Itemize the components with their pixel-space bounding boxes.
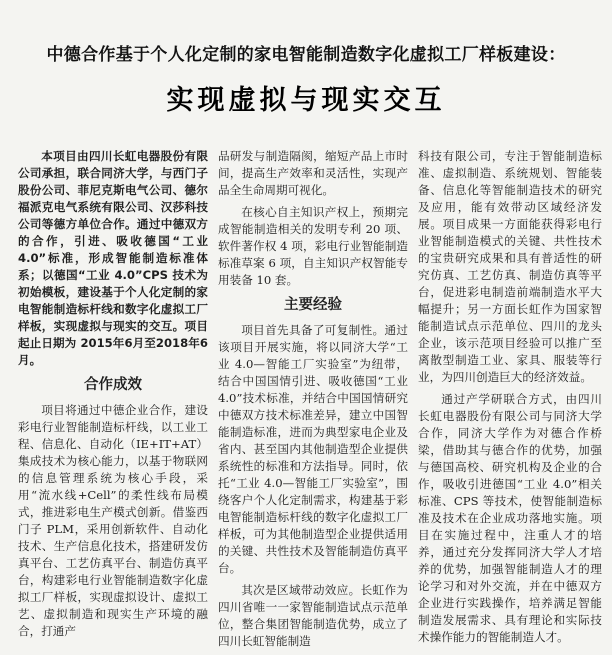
body-paragraph: 其次是区域带动效应。长虹作为四川省唯一一家智能制造试点示范单位，整合集团智能制造优势，成立了四川长虹智能制造 (218, 583, 408, 648)
body-paragraph: 项目将通过中德企业合作，建设彩电行业智能制造标杆线，以工业工程、信息化、自动化（IE+IT+AT）集成技术为核心能力，以基于物联网的信息管理系统为核心手段，采用“流水线+Cell”的柔性线布局模式，推进彩电生产模式创新。借鉴西门子 PLM，采用创新软件、自动化技术、生产信息化技术，搭建研发仿真平台、工艺仿真平台、制造仿真平台，构建彩电行业智能制造数字化虚拟工厂样板，实现虚拟设计、虚拟工艺、虚拟制造和现实生产环境的融合，打通产 (18, 403, 208, 638)
body-paragraph: 在核心自主知识产权上，预期完成智能制造相关的发明专利 20 项、软件著作权 4 项，彩电行业智能制造标准草案 6 项，自主知识产权智能专用装备 10 套。 (218, 205, 408, 287)
column-2 (218, 148, 408, 655)
headline: 中德合作基于个人化定制的家电智能制造数字化虚拟工厂样板建设： (46, 45, 566, 65)
section-heading-cooperation-results: 合作成效 (84, 377, 142, 393)
column-1 (18, 148, 208, 645)
body-paragraph: 通过产学研联合方式，由四川长虹电器股份有限公司与同济大学合作，同济大学作为对德合作桥梁，借助其与德合作的优势，加强与德国高校、研究机构及企业的合作，吸收引进德国“工业 4.0”相关标准、CPS 等技术，使智能制造标准及技术在企业成功落地实施。项目在实施过程中，注重人才的培养，通过充分发挥同济大学人才培养的优势，加强智能制造人才的理论学习和对外交流，并在中德双方企业进行实践操作，培养满足智能制造发展需求、具有理论和实际技术操作能力的智能制造人才。 (418, 392, 602, 644)
body-paragraph: 品研发与制造隔阂，缩短产品上市时间，提高生产效率和灵活性，实现产品全生命周期可视化。 (218, 149, 408, 197)
lead-paragraph: 本项目由四川长虹电器股份有限公司承担，联合同济大学，与西门子股份公司、菲尼克斯电气公司、德尔福派克电气系统有限公司、汉莎科技公司等德方单位合作。通过中德双方的合作，引进、吸收德国“工业 4.0”标准，形成智能制造标准体系；以德国“工业 4.0”CPS 技术为初始模板，建设基于个人化定制的家电智能制造标杆线和数字化虚拟工厂样板，实现虚拟与现实的交互。项目起止日期为 2015年6月至2018年6月。 (18, 149, 208, 367)
subheadline: 实现虚拟与现实交互 (166, 85, 446, 116)
column-3 (418, 148, 602, 651)
section-heading-main-experience: 主要经验 (284, 297, 342, 313)
body-paragraph: 科技有限公司，专注于智能制造标准、虚拟制造、系统规划、智能装备、信息化等智能制造技术的研究及应用，能有效带动区域经济发展。项目成果一方面能获得彩电行业智能制造模式的关键、共性技术的宝贵研究成果和具有普适性的研究仿真、工艺仿真、制造仿真等平台，促进彩电制造前端制造水平大幅提升；另一方面长虹作为国家智能制造试点示范单位、四川的龙头企业，该示范项目经验可以推广至离散型制造工业、家具、服装等行业，为四川创造巨大的经济效益。 (418, 149, 602, 384)
body-paragraph: 项目首先具备了可复制性。通过该项目开展实施，将以同济大学“工业 4.0—智能工厂实验室”为纽带，结合中国国情引进、吸收德国“工业 4.0”技术标准，并结合中国国情研究中德双方技术标准差异，建立中国智能制造标准，进而为典型家电企业及省内、甚至国内其他制造型企业提供系统性的标准和方法指导。同时，依托“工业 4.0—智能工厂实验室”，围绕客户个人化定制需求，构建基于彩电智能制造标杆线的数字化虚拟工厂样板，可为其他制造型企业提供适用的关键、共性技术及智能制造仿真平台。 (218, 323, 408, 575)
